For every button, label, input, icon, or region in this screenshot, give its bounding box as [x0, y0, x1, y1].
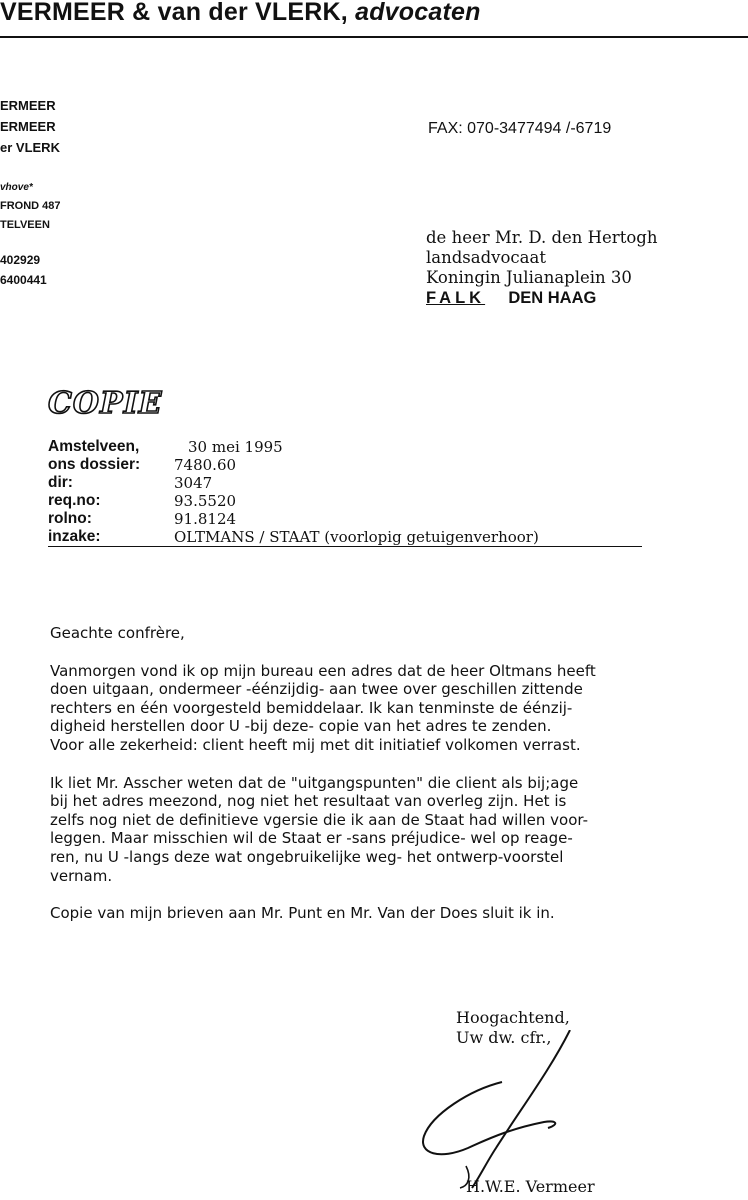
reference-value: 3047	[174, 474, 213, 492]
reference-block	[48, 438, 642, 547]
body-line: doen uitgaan, ondermeer -éénzijdig- aan twee over geschillen zittende	[50, 680, 583, 699]
reference-row	[48, 528, 642, 547]
closing-line: Uw dw. cfr.,	[456, 1028, 552, 1047]
addressee-name: de heer Mr. D. den Hertogh	[426, 228, 658, 247]
addressee-title: landsadvocaat	[426, 248, 546, 267]
reference-value: 93.5520	[174, 492, 237, 510]
phone-line: 402929	[0, 253, 41, 267]
reference-row	[48, 456, 642, 474]
partner-names	[0, 95, 60, 158]
office-address	[0, 178, 61, 235]
body-line: zelfs nog niet de definitieve vgersie die ik aan de Staat had willen voor-	[50, 810, 589, 829]
letterhead-firm-name	[0, 0, 481, 27]
phone-line: 6400441	[0, 273, 47, 287]
body-line: rechters en één voorgesteld bemiddelaar. Ik kan tenminste de éénzij-	[50, 698, 573, 717]
addressee-street: Koningin Julianaplein 30	[426, 268, 632, 287]
reference-key: rolno:	[48, 510, 92, 527]
reference-key: ons dossier:	[48, 456, 141, 473]
body-line: ren, nu U -langs deze wat ongebruikelijke weg- het ontwerp-voorstel	[50, 847, 564, 866]
salutation: Geachte confrère,	[50, 624, 185, 642]
firm-name: VERMEER & van der VLERK,	[0, 0, 348, 26]
address-line: FROND 487	[0, 200, 61, 212]
address-line: TELVEEN	[0, 219, 50, 231]
office-phones	[0, 250, 47, 290]
addressee-tag: FALK	[426, 289, 486, 307]
reference-value: 30 mei 1995	[188, 438, 283, 456]
signature-image	[410, 1030, 610, 1190]
body-line: Vanmorgen vond ik op mijn bureau een adres dat de heer Oltmans heeft	[50, 661, 596, 680]
reference-value: 7480.60	[174, 456, 237, 474]
reference-row	[48, 438, 642, 456]
letterhead-rule	[0, 36, 748, 38]
body-line: vernam.	[50, 866, 113, 885]
body-line: Voor alle zekerheid: client heeft mij met dit initiatief volkomen verrast.	[50, 735, 581, 754]
firm-suffix: advocaten	[355, 0, 481, 26]
closing-line: Hoogachtend,	[456, 1008, 570, 1027]
signer-name: H.W.E. Vermeer	[466, 1177, 595, 1196]
body-line: leggen. Maar misschien wil de Staat er -sans préjudice- wel op reage-	[50, 829, 573, 848]
reference-key: inzake:	[48, 528, 101, 545]
reference-row	[48, 492, 642, 510]
partner-name: ERMEER	[0, 119, 56, 134]
body-line: Copie van mijn brieven aan Mr. Punt en Mr. Van der Does sluit ik in.	[50, 904, 555, 923]
partner-name: er VLERK	[0, 140, 60, 155]
body-line: bij het adres meezond, nog niet het resultaat van overleg zijn. Het is	[50, 792, 567, 811]
reference-row	[48, 510, 642, 528]
fax-number: FAX: 070-3477494 /-6719	[428, 120, 612, 137]
address-line: vhove*	[0, 182, 33, 193]
copie-stamp: COPIE	[48, 386, 163, 421]
reference-key: dir:	[48, 474, 73, 491]
addressee-block	[426, 228, 657, 308]
reference-row	[48, 474, 642, 492]
reference-value: OLTMANS / STAAT (voorlopig getuigenverhoor)	[174, 528, 539, 546]
body-line: Ik liet Mr. Asscher weten dat de "uitgangspunten" die client als bij;age	[50, 773, 579, 792]
reference-key: Amstelveen,	[48, 438, 140, 455]
reference-key: req.no:	[48, 492, 101, 509]
body-line: digheid herstellen door U -bij deze- copie van het adres te zenden.	[50, 717, 552, 736]
letter-body	[50, 624, 740, 923]
partner-name: ERMEER	[0, 98, 56, 113]
reference-value: 91.8124	[174, 510, 237, 528]
addressee-city: DEN HAAG	[508, 289, 597, 307]
